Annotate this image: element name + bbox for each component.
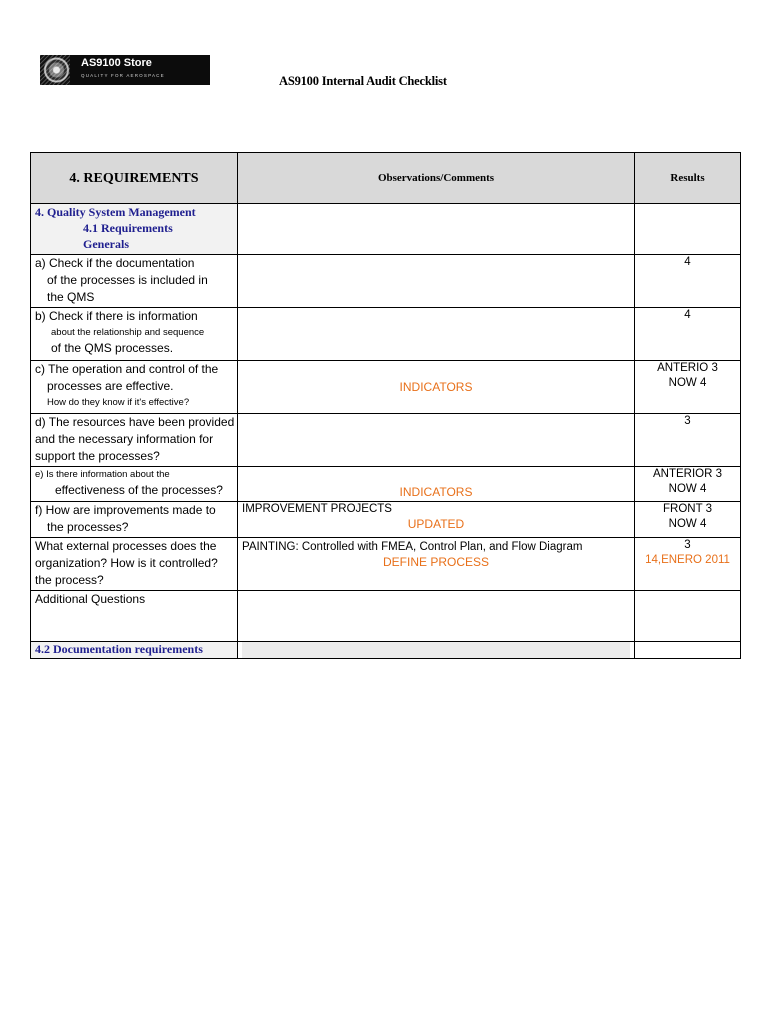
document-title: AS9100 Internal Audit Checklist [279,74,447,88]
section-row [31,204,741,255]
question-cell [31,308,238,361]
section-observations-cell[interactable] [238,204,635,255]
question-line: of the processes is included in [47,273,208,287]
as9100-store-logo [40,55,210,85]
result-value: NOW 4 [668,518,707,530]
question-line: How do they know if it's effective? [47,397,190,408]
section-row [31,642,741,659]
question-line: d) The resources have been provided [35,415,235,429]
question-line: a) Check if the documentation [35,256,195,270]
result-value: 3 [684,415,691,427]
gray-bar [242,642,630,658]
result-value: ANTERIOR 3 [652,468,722,480]
result-value: 4 [684,256,691,268]
result-value: 14,ENERO 2011 [645,554,730,566]
logo-tagline: QUALITY FOR AEROSPACE [81,73,165,78]
results-cell[interactable] [635,255,741,308]
results-cell[interactable] [635,591,741,642]
result-value: NOW 4 [668,377,707,389]
observations-cell[interactable] [238,255,635,308]
question-line: of the QMS processes. [51,341,174,355]
section-heading [31,204,238,255]
observations-cell[interactable] [238,502,635,538]
question-line: the QMS [47,290,95,304]
results-cell[interactable] [635,308,741,361]
section-subsubtitle: Generals [83,237,129,251]
observations-cell[interactable] [238,591,635,642]
table-row [31,308,741,361]
question-line: support the processes? [35,449,160,463]
observation-text: INDICATORS [399,379,473,394]
question-line: about the relationship and sequence [51,327,205,338]
section-observations-cell[interactable] [238,642,635,659]
observation-text: UPDATED [407,517,465,531]
question-line: What external processes does the [35,539,217,553]
question-line: e) Is there information about the [35,469,170,480]
observations-cell[interactable] [238,361,635,414]
header-requirements: 4. REQUIREMENTS [31,153,238,204]
observation-text: DEFINE PROCESS [382,555,490,569]
question-line: b) Check if there is information [35,309,198,323]
question-line: processes are effective. [47,379,174,393]
logo-name: AS9100 Store [81,57,152,69]
table-header-row [31,153,741,204]
table-row [31,361,741,414]
result-value: 4 [684,309,691,321]
question-line: Additional Questions [35,592,146,606]
turbine-icon [40,55,70,85]
observations-cell[interactable] [238,538,635,591]
audit-checklist-table [30,152,741,659]
question-cell [31,255,238,308]
question-line: effectiveness of the processes? [55,483,223,497]
observation-text: INDICATORS [399,485,473,499]
results-cell[interactable] [635,502,741,538]
question-cell [31,467,238,502]
result-value: NOW 4 [668,483,707,495]
observation-note: IMPROVEMENT PROJECTS [242,503,392,515]
question-line: organization? How is it controlled? [35,556,218,570]
results-cell[interactable] [635,361,741,414]
section-results-cell[interactable] [635,204,741,255]
table-row [31,591,741,642]
question-line: and the necessary information for [35,432,214,446]
result-value: ANTERIO 3 [657,362,718,374]
result-value: FRONT 3 [663,503,712,515]
question-cell [31,502,238,538]
observation-note: PAINTING: Controlled with FMEA, Control Plan, and Flow Diagram [242,541,583,553]
table-row [31,538,741,591]
section-subtitle: 4.1 Requirements [83,221,173,235]
question-cell [31,591,238,642]
question-line: the processes? [47,520,129,534]
question-cell [31,361,238,414]
results-cell[interactable] [635,414,741,467]
observations-cell[interactable] [238,414,635,467]
table-row [31,255,741,308]
results-cell[interactable] [635,538,741,591]
question-cell [31,538,238,591]
observations-cell[interactable] [238,308,635,361]
observations-cell[interactable] [238,467,635,502]
section-title: 4. Quality System Management [35,205,196,219]
result-value: 3 [684,539,691,551]
question-line: f) How are improvements made to [35,503,216,517]
question-line: the process? [35,573,104,587]
question-line: c) The operation and control of the [35,362,219,376]
question-cell [31,414,238,467]
table-row [31,467,741,502]
section-heading: 4.2 Documentation requirements [31,642,238,659]
results-cell[interactable] [635,467,741,502]
header-results: Results [635,153,741,204]
header-observations: Observations/Comments [238,153,635,204]
section-results-cell[interactable] [635,642,741,659]
table-row [31,414,741,467]
table-row [31,502,741,538]
